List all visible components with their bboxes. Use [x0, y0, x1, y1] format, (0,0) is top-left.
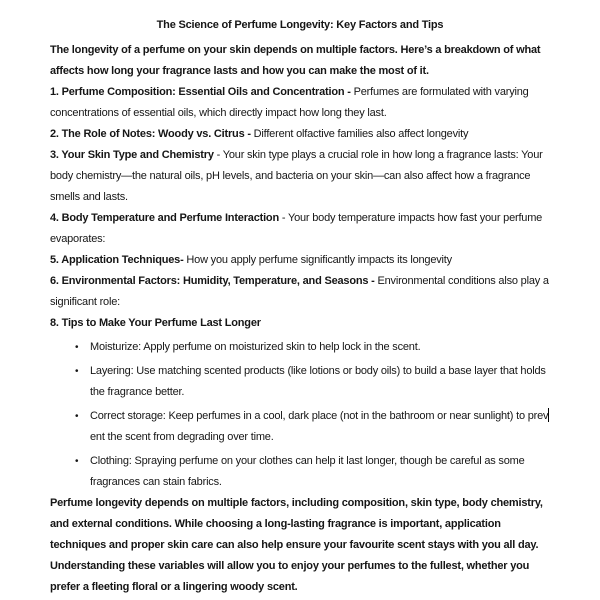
- section-2-paragraph[interactable]: [50, 124, 550, 145]
- bullet-icon: •: [75, 342, 79, 353]
- section-5-paragraph[interactable]: [50, 250, 550, 271]
- bullet-icon: •: [75, 411, 79, 422]
- text-after-cursor: ent the scent from degrading over time.: [90, 431, 274, 443]
- section-4-body: - Your body temperature impacts how fast your perfume evaporates:: [50, 212, 543, 245]
- list-item-text: [90, 406, 550, 448]
- tips-heading[interactable]: 8. Tips to Make Your Perfume Last Longer: [50, 317, 261, 329]
- intro-paragraph[interactable]: The longevity of a perfume on your skin depends on multiple factors. Here’s a breakdown of what affects how long your fragrance lasts and how you can make the most of it.: [50, 44, 541, 77]
- section-4-paragraph[interactable]: [50, 208, 550, 250]
- section-3-heading: 3. Your Skin Type and Chemistry: [50, 149, 214, 161]
- section-2-body: Different olfactive families also affect longevity: [250, 128, 469, 140]
- section-6-paragraph[interactable]: [50, 271, 550, 313]
- tips-list: [50, 337, 550, 493]
- section-1-paragraph[interactable]: [50, 82, 550, 124]
- section-1-body: Perfumes are formulated with varying concentrations of essential oils, which directly impact how long they last.: [50, 86, 529, 119]
- section-6-heading: 6. Environmental Factors: Humidity, Temperature, and Seasons -: [50, 275, 375, 287]
- text-cursor: [548, 408, 550, 422]
- list-item-text: Layering: Use matching scented products (like lotions or body oils) to build a base layer that holds the fragrance better.: [90, 365, 546, 398]
- section-3-body: - Your skin type plays a crucial role in how long a fragrance lasts: Your body chemistry—the natural oils, pH levels, and bacteria on your skin—can also affect how a fragrance smells and lasts.: [50, 149, 543, 203]
- closing-paragraph[interactable]: Perfume longevity depends on multiple factors, including composition, skin type, body chemistry, and external conditions. While choosing a long-lasting fragrance is important, application techniques and proper skin care can also help ensure your favourite scent stays with you all day. Understanding these variables will allow you to enjoy your perfumes to the fullest, whether you prefer a fleeting floral or a lingering woody scent.: [50, 497, 543, 593]
- list-item-text: Moisturize: Apply perfume on moisturized skin to help lock in the scent.: [90, 341, 421, 353]
- document-title: The Science of Perfume Longevity: Key Factors and Tips: [156, 19, 444, 31]
- section-1-heading: 1. Perfume Composition: Essential Oils and Concentration -: [50, 86, 351, 98]
- list-item-clothing[interactable]: [50, 451, 550, 493]
- section-5-body: How you apply perfume significantly impacts its longevity: [183, 254, 452, 266]
- bullet-icon: •: [75, 366, 79, 377]
- section-5-heading: 5. Application Techniques-: [50, 254, 184, 266]
- section-6-body: Environmental conditions also play a significant role:: [50, 275, 549, 308]
- list-item-layering[interactable]: [50, 361, 550, 403]
- list-item-text: Clothing: Spraying perfume on your clothes can help it last longer, though be careful as some fragrances can stain fabrics.: [90, 455, 525, 488]
- list-item-moisturize[interactable]: [50, 337, 550, 358]
- section-4-heading: 4. Body Temperature and Perfume Interaction: [50, 212, 279, 224]
- section-3-paragraph[interactable]: [50, 145, 550, 208]
- list-item-correct-storage[interactable]: [50, 406, 550, 448]
- text-before-cursor: Correct storage: Keep perfumes in a cool, dark place (not in the bathroom or near sunlight) to prev: [90, 410, 549, 422]
- bullet-icon: •: [75, 456, 79, 467]
- section-2-heading: 2. The Role of Notes: Woody vs. Citrus -: [50, 128, 251, 140]
